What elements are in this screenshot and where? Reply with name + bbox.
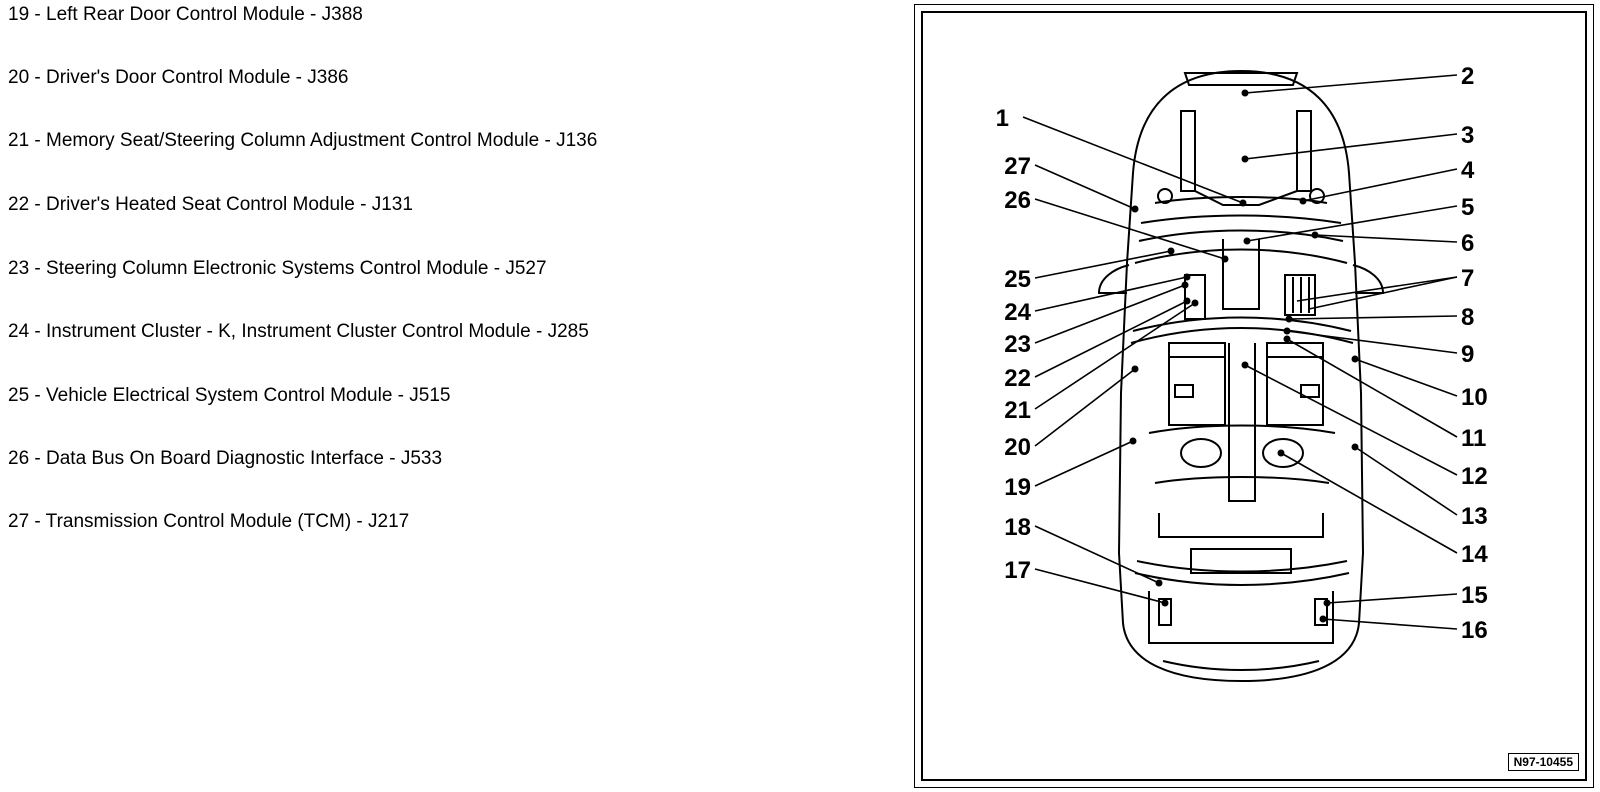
callout-24: 24 — [1004, 299, 1031, 326]
callout-21: 21 — [1004, 397, 1031, 424]
callout-4: 4 — [1461, 157, 1475, 184]
callout-27: 27 — [1004, 153, 1031, 180]
callout-22: 22 — [1004, 365, 1031, 392]
vehicle-component-diagram — [923, 13, 1587, 781]
callout-14: 14 — [1461, 541, 1488, 568]
callout-1: 1 — [995, 105, 1009, 132]
legend-item-22: 22 - Driver's Heated Seat Control Module - J131 — [8, 194, 413, 215]
legend-item-24: 24 - Instrument Cluster - K, Instrument Cluster Control Module - J285 — [8, 321, 589, 342]
callout-2: 2 — [1461, 63, 1475, 90]
legend-item-27: 27 - Transmission Control Module (TCM) - J217 — [8, 511, 410, 532]
callout-numbers — [996, 63, 1489, 644]
callout-8: 8 — [1461, 304, 1475, 331]
callout-11: 11 — [1461, 425, 1487, 452]
callout-3: 3 — [1461, 122, 1475, 149]
callout-20: 20 — [1004, 434, 1031, 461]
callout-7: 7 — [1461, 265, 1475, 292]
legend-item-20: 20 - Driver's Door Control Module - J386 — [8, 67, 349, 88]
callout-12: 12 — [1461, 463, 1488, 490]
figure-frame — [914, 4, 1594, 788]
leader-lines — [1023, 75, 1457, 629]
callout-18: 18 — [1004, 514, 1031, 541]
callout-23: 23 — [1004, 331, 1031, 358]
callout-25: 25 — [1004, 266, 1031, 293]
legend-item-23: 23 - Steering Column Electronic Systems Control Module - J527 — [8, 258, 547, 279]
callout-6: 6 — [1461, 230, 1475, 257]
figure-panel — [921, 11, 1587, 781]
callout-10: 10 — [1461, 384, 1488, 411]
callout-dots — [1130, 90, 1359, 623]
callout-16: 16 — [1461, 617, 1488, 644]
callout-19: 19 — [1004, 474, 1031, 501]
legend-item-26: 26 - Data Bus On Board Diagnostic Interface - J533 — [8, 448, 443, 469]
legend-item-19: 19 - Left Rear Door Control Module - J388 — [8, 4, 363, 25]
callout-17: 17 — [1004, 557, 1031, 584]
legend-item-25: 25 - Vehicle Electrical System Control Module - J515 — [8, 385, 451, 406]
figure-reference-number: N97-10455 — [1508, 753, 1579, 771]
callout-9: 9 — [1461, 341, 1475, 368]
callout-13: 13 — [1461, 503, 1488, 530]
callout-26: 26 — [1004, 187, 1031, 214]
legend-item-21: 21 - Memory Seat/Steering Column Adjustment Control Module - J136 — [8, 130, 598, 151]
car-outline — [1099, 71, 1383, 681]
callout-15: 15 — [1461, 582, 1488, 609]
callout-5: 5 — [1461, 194, 1475, 221]
